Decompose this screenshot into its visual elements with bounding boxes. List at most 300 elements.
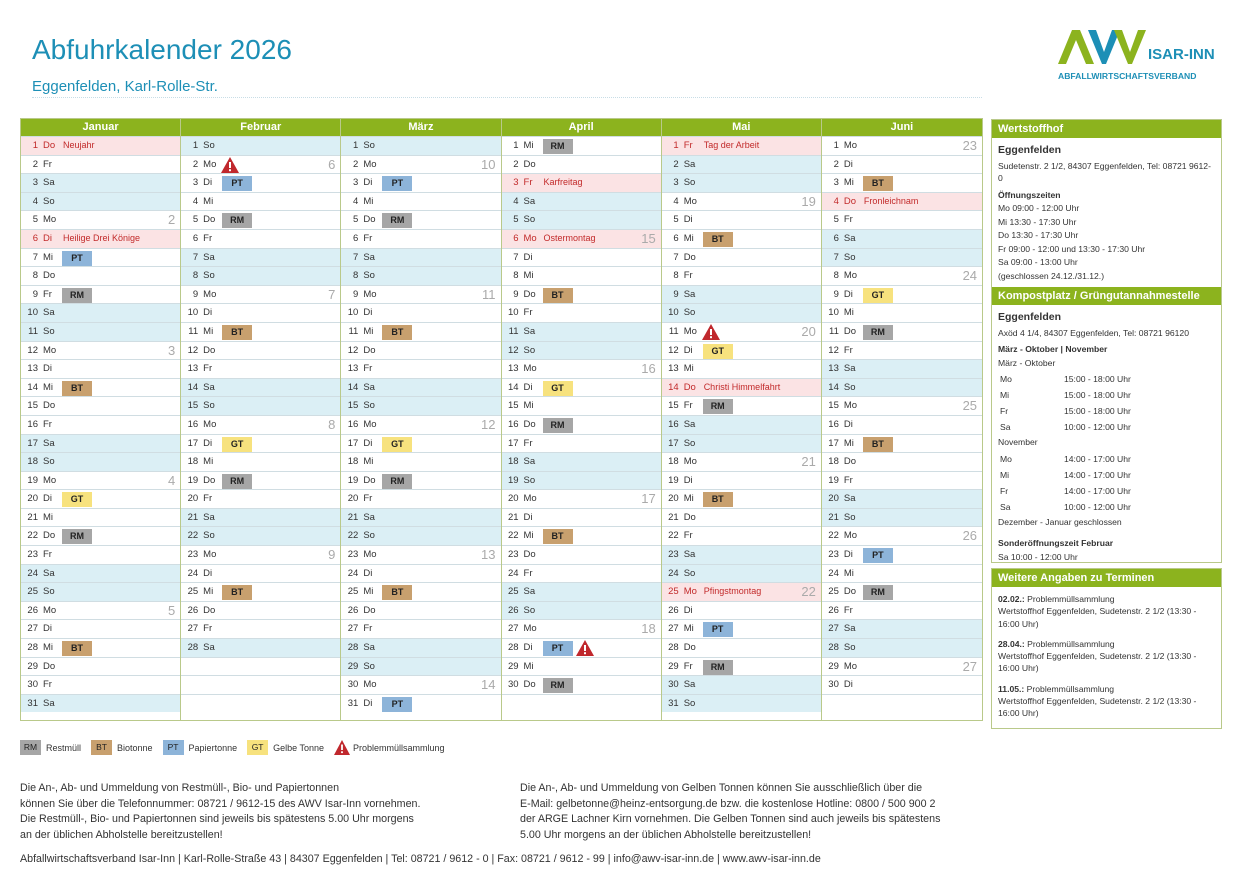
holiday-label: Pfingstmontag — [703, 586, 762, 597]
calendar-day — [21, 619, 180, 638]
day-number: 27 — [347, 623, 359, 635]
weekday: Mo — [843, 530, 858, 542]
calendar-day — [341, 657, 500, 676]
day-number: 17 — [27, 437, 38, 449]
calendar-day — [181, 285, 340, 304]
calendar-day — [502, 378, 661, 397]
warning-icon — [221, 157, 239, 173]
month-header: Januar — [21, 119, 180, 136]
month-header: Juni — [822, 119, 982, 136]
calendar-day — [21, 657, 180, 676]
weekday: So — [363, 400, 375, 412]
day-number: 20 — [828, 493, 839, 505]
kompost-address: Axöd 4 1/4, 84307 Eggenfelden, Tel: 08721 96120 — [998, 327, 1189, 338]
weekday: Mo — [203, 549, 217, 561]
weekday: Mi — [843, 177, 854, 189]
day-number: 15 — [347, 400, 359, 412]
weitere-item: 11.05.: Problemmüllsammlung Wertstoffhof Eggenfelden, Sudetenstr. 2 1/2 (13:30 - 16:00 Uhr) — [998, 683, 1197, 719]
calendar-day — [662, 619, 821, 638]
weekday: Sa — [523, 325, 536, 337]
calendar-day — [341, 229, 500, 248]
empty-day — [822, 694, 982, 713]
day-number: 23 — [347, 549, 359, 561]
calendar-day — [662, 675, 821, 694]
bin-badge: PT — [222, 176, 252, 191]
calendar-day — [662, 285, 821, 304]
weekday: So — [43, 456, 55, 468]
day-number: 31 — [27, 697, 38, 709]
weekday: Fr — [203, 493, 213, 505]
weekday: Sa — [43, 437, 55, 449]
calendar-day — [181, 248, 340, 267]
day-number: 11 — [668, 325, 679, 337]
calendar-day — [341, 396, 500, 415]
day-number: 12 — [828, 344, 839, 356]
weekday: Do — [363, 344, 376, 356]
day-number: 24 — [187, 567, 199, 579]
weekday: Do — [683, 642, 696, 654]
weekday: Do — [523, 288, 536, 300]
day-number: 11 — [348, 325, 359, 337]
weekday: Fr — [683, 270, 693, 282]
day-number: 2 — [353, 158, 359, 170]
day-number: 23 — [27, 549, 38, 561]
day-number: 29 — [347, 660, 359, 672]
weekday: Sa — [683, 549, 696, 561]
week-number: 8 — [328, 416, 336, 432]
weekday: Do — [683, 511, 696, 523]
weekday: Mi — [363, 456, 374, 468]
day-number: 16 — [828, 418, 839, 430]
day-number: 7 — [513, 251, 519, 263]
calendar-day — [21, 341, 180, 360]
weekday: Mi — [523, 530, 534, 542]
day-number: 20 — [27, 493, 38, 505]
calendar-day — [822, 192, 982, 211]
calendar-day — [341, 378, 500, 397]
bin-badge: BT — [382, 325, 412, 340]
calendar-day — [662, 564, 821, 583]
hours-line: Sa 09:00 - 13:00 Uhr — [998, 257, 1078, 267]
calendar-day — [502, 601, 661, 620]
calendar-day — [822, 619, 982, 638]
bin-badge: BT — [543, 529, 573, 544]
day-number: 12 — [668, 344, 679, 356]
calendar-day — [181, 136, 340, 155]
day-number: 8 — [32, 270, 38, 282]
calendar-day — [181, 508, 340, 527]
calendar-day — [341, 471, 500, 490]
day-number: 20 — [347, 493, 359, 505]
calendar-day — [341, 675, 500, 694]
kompost-period1: März - Oktober — [998, 357, 1056, 368]
calendar-day — [21, 471, 180, 490]
holiday-label: Fronleichnam — [863, 195, 919, 206]
day-number: 28 — [187, 642, 199, 654]
calendar-day — [341, 173, 500, 192]
weekday: Di — [203, 307, 213, 319]
kompost-name: Eggenfelden — [998, 311, 1062, 323]
weekday: Di — [43, 623, 52, 635]
calendar-day — [21, 303, 180, 322]
calendar-day — [662, 545, 821, 564]
weekday: Fr — [203, 623, 213, 635]
week-number: 19 — [801, 193, 816, 209]
day-number: 25 — [507, 586, 519, 598]
calendar-day — [502, 322, 661, 341]
calendar-day — [341, 545, 500, 564]
weekday: Sa — [43, 177, 55, 189]
calendar-day — [341, 434, 500, 453]
day-number: 19 — [27, 474, 38, 486]
weekday: Di — [843, 158, 853, 170]
weekday: Fr — [843, 214, 853, 226]
bin-badge: RM — [863, 585, 893, 600]
day-number: 27 — [828, 623, 839, 635]
weekday: Do — [363, 604, 376, 616]
svg-text:ABFALLWIRTSCHAFTSVERBAND: ABFALLWIRTSCHAFTSVERBAND — [1058, 71, 1197, 81]
day-number: 15 — [27, 400, 38, 412]
weekday: Mo — [843, 400, 858, 412]
calendar-day — [181, 192, 340, 211]
page-title: Abfuhrkalender 2026 — [32, 34, 292, 65]
weekday: Do — [43, 530, 56, 542]
weekday: Do — [523, 158, 536, 170]
weekday: So — [523, 344, 536, 356]
holiday-label: Christi Himmelfahrt — [703, 381, 781, 392]
day-number: 19 — [347, 474, 359, 486]
kompost-special: Sa 10:00 - 12:00 Uhr — [998, 551, 1078, 562]
weekday: So — [843, 511, 856, 523]
weekday: Mi — [203, 195, 214, 207]
day-number: 12 — [347, 344, 359, 356]
bin-badge: PT — [863, 548, 893, 563]
day-number: 9 — [192, 288, 199, 300]
calendar-day — [341, 155, 500, 174]
day-number: 21 — [507, 511, 519, 523]
calendar-day — [662, 155, 821, 174]
day-number: 30 — [668, 679, 679, 691]
weekday: Di — [683, 604, 693, 616]
calendar-day — [662, 526, 821, 545]
weekday: So — [683, 567, 696, 579]
calendar-day — [822, 229, 982, 248]
weekday: Di — [843, 549, 853, 561]
weekday: Sa — [523, 456, 536, 468]
week-number: 10 — [481, 156, 496, 172]
weekday: Di — [363, 307, 373, 319]
day-number: 5 — [833, 214, 839, 226]
hours-line: Fr 09:00 - 12:00 und 13:30 - 17:30 Uhr — [998, 243, 1146, 254]
day-number: 23 — [507, 549, 519, 561]
kompost-table-2: Mo 14:00 - 17:00 Uhr Mi 14:00 - 17:00 Uhr Fr 14:00 - 17:00 Uhr Sa 10:00 - 12:00 Uhr — [1000, 453, 1131, 512]
weekday: So — [683, 177, 696, 189]
calendar-day — [662, 582, 821, 601]
calendar-day — [341, 192, 500, 211]
week-number: 7 — [328, 286, 336, 302]
weekday: Fr — [523, 307, 533, 319]
weekday: Fr — [843, 474, 853, 486]
month-column — [822, 119, 982, 720]
day-number: 1 — [513, 140, 519, 151]
weitere-heading: Weitere Angaben zu Terminen — [992, 569, 1221, 587]
empty-day — [181, 675, 340, 694]
weekday: Do — [523, 679, 536, 691]
weekday: So — [683, 307, 696, 319]
weekday: Do — [43, 140, 56, 151]
weekday: Mi — [843, 567, 854, 579]
day-number: 10 — [347, 307, 359, 319]
day-number: 24 — [507, 567, 519, 579]
calendar-day — [341, 285, 500, 304]
calendar-day — [662, 341, 821, 360]
weekday: Fr — [43, 288, 52, 300]
calendar-day — [341, 415, 500, 434]
calendar-day — [822, 303, 982, 322]
weekday: Do — [683, 251, 696, 263]
calendar-day — [341, 248, 500, 267]
calendar-day — [21, 452, 180, 471]
day-number: 10 — [828, 307, 839, 319]
legend-item: RM Restmüll — [20, 740, 81, 755]
day-number: 19 — [828, 474, 839, 486]
wertstoffhof-heading: Wertstoffhof — [992, 120, 1221, 138]
hours-line: Mo 09:00 - 12:00 Uhr — [998, 203, 1080, 213]
wertstoffhof-name: Eggenfelden — [998, 144, 1062, 156]
weekday: Do — [843, 456, 857, 468]
day-number: 14 — [668, 381, 679, 393]
day-number: 2 — [32, 158, 38, 170]
day-number: 6 — [353, 232, 359, 244]
bin-badge: RM — [62, 288, 92, 303]
day-number: 10 — [507, 307, 519, 319]
weekday: Sa — [363, 381, 375, 393]
day-number: 22 — [828, 530, 839, 542]
calendar-day — [662, 192, 821, 211]
hours-line: Mi 13:30 - 17:30 Uhr — [998, 216, 1077, 227]
calendar-day — [181, 489, 340, 508]
calendar-day — [181, 229, 340, 248]
weekday: Di — [683, 344, 693, 356]
day-number: 7 — [32, 251, 38, 263]
legend-item: GT Gelbe Tonne — [247, 740, 324, 755]
bin-badge: RM — [222, 474, 252, 489]
calendar-day — [822, 285, 982, 304]
weekday: Mo — [43, 214, 57, 226]
day-number: 29 — [27, 660, 38, 672]
svg-text:ISAR-INN: ISAR-INN — [1148, 46, 1215, 63]
weekday: So — [523, 604, 536, 616]
weekday: Di — [363, 437, 373, 449]
calendar-day — [822, 657, 982, 676]
weekday: Fr — [523, 437, 533, 449]
day-number: 18 — [507, 456, 519, 468]
calendar-day — [502, 452, 661, 471]
weekday: Sa — [363, 642, 375, 654]
weekday: Fr — [43, 158, 52, 170]
weekday: Mi — [203, 586, 214, 598]
weekday: So — [843, 251, 856, 263]
bin-badge: GT — [222, 437, 252, 452]
calendar-day — [502, 638, 661, 657]
weekday: Di — [683, 214, 693, 226]
calendar-day — [502, 508, 661, 527]
calendar-day — [822, 434, 982, 453]
day-number: 17 — [347, 437, 359, 449]
weekday: Sa — [203, 511, 215, 523]
calendar-day — [341, 638, 500, 657]
calendar-day — [822, 155, 982, 174]
day-number: 14 — [507, 381, 519, 393]
calendar-day — [21, 564, 180, 583]
note-right: Die An-, Ab- und Ummeldung von Gelben Tonnen können Sie ausschließlich über die E-Mail: gelbetonne@heinz-entsorgung.de bzw. die kostenlose Hotline: 0800 / 500 900 2 der ARGE Lachner Kirn vornehmen. Die Gelben Tonnen sind auch jeweils bis spätestens 5.00 Uhr morgens an der üblichen Abholstelle bereitzustellen! — [520, 782, 941, 841]
day-number: 15 — [187, 400, 199, 412]
day-number: 29 — [507, 660, 519, 672]
day-number: 25 — [828, 586, 839, 598]
weekday: Mi — [363, 325, 374, 337]
day-number: 26 — [828, 604, 839, 616]
weekday: Mo — [363, 549, 377, 561]
day-number: 19 — [507, 474, 519, 486]
kompost-table-1: Mo 15:00 - 18:00 Uhr Mi 15:00 - 18:00 Uhr Fr 15:00 - 18:00 Uhr Sa 10:00 - 12:00 Uhr — [1000, 374, 1131, 432]
weekday: Do — [203, 344, 216, 356]
calendar-day — [822, 378, 982, 397]
day-number: 16 — [347, 418, 359, 430]
calendar-day — [181, 210, 340, 229]
bin-badge: PT — [703, 622, 733, 637]
day-number: 24 — [668, 567, 679, 579]
weekday: Do — [523, 418, 536, 430]
calendar-day — [822, 359, 982, 378]
day-number: 2 — [673, 158, 679, 170]
day-number: 22 — [507, 530, 519, 542]
weekday: Mi — [843, 307, 854, 319]
day-number: 8 — [833, 270, 839, 282]
weekday: Mo — [843, 270, 858, 282]
weekday: Fr — [363, 493, 373, 505]
calendar-day — [822, 173, 982, 192]
bin-badge: GT — [863, 288, 893, 303]
bin-badge: GT — [62, 492, 92, 507]
calendar-day — [822, 526, 982, 545]
kompost-closed: Dezember - Januar geschlossen — [998, 516, 1122, 527]
week-number: 21 — [801, 454, 816, 470]
weekday: Sa — [683, 288, 696, 300]
weekday: Di — [843, 288, 853, 300]
calendar-day — [822, 638, 982, 657]
bin-badge: RM — [62, 529, 92, 544]
calendar-day — [502, 266, 661, 285]
day-number: 21 — [187, 511, 199, 523]
weekday: Mo — [523, 493, 537, 505]
day-number: 18 — [187, 456, 199, 468]
calendar-day — [822, 210, 982, 229]
day-number: 20 — [507, 493, 519, 505]
calendar-day — [181, 173, 340, 192]
day-number: 22 — [187, 530, 199, 542]
weekday: Fr — [683, 660, 693, 672]
calendar-day — [502, 210, 661, 229]
weekday: Di — [363, 697, 373, 709]
calendar-day — [822, 582, 982, 601]
calendar-day — [662, 378, 821, 397]
weekday: Di — [203, 177, 213, 189]
month-header: April — [502, 119, 661, 136]
weekday: Di — [523, 511, 533, 523]
weekday: Do — [683, 381, 696, 393]
bin-badge: RM — [382, 213, 412, 228]
bin-badge: BT — [703, 232, 733, 247]
weitere-item: 02.02.: Problemmüllsammlung Wertstoffhof Eggenfelden, Sudetenstr. 2 1/2 (13:30 - 16:00 Uhr) — [998, 594, 1197, 629]
calendar-day — [662, 601, 821, 620]
week-number: 26 — [962, 528, 978, 544]
weekday: Sa — [683, 158, 696, 170]
calendar-day — [822, 415, 982, 434]
day-number: 21 — [27, 511, 38, 523]
day-number: 5 — [513, 214, 519, 226]
weekday: Do — [363, 474, 376, 486]
weekday: Fr — [683, 140, 693, 151]
month-column — [502, 119, 662, 720]
weekday: Mo — [203, 158, 217, 170]
bin-badge: RM — [543, 678, 573, 693]
weekday: Mi — [203, 325, 214, 337]
weekday: Mo — [203, 418, 217, 430]
bin-badge: PT — [543, 641, 573, 656]
month-column — [662, 119, 822, 720]
day-number: 10 — [668, 307, 679, 319]
day-number: 6 — [513, 232, 519, 244]
weekday: Sa — [523, 586, 536, 598]
week-number: 15 — [641, 230, 656, 246]
week-number: 13 — [481, 547, 496, 563]
day-number: 30 — [507, 679, 519, 691]
day-number: 8 — [353, 270, 359, 282]
day-number: 16 — [27, 418, 38, 430]
calendar-day — [21, 508, 180, 527]
weekday: So — [203, 400, 215, 412]
calendar-day — [502, 545, 661, 564]
weekday: Mo — [523, 623, 537, 635]
day-number: 22 — [27, 530, 38, 542]
calendar-day — [502, 396, 661, 415]
weekday: Sa — [363, 251, 375, 263]
bin-badge: BT — [863, 176, 893, 191]
calendar-day — [502, 582, 661, 601]
week-number: 11 — [482, 286, 496, 302]
bin-badge: PT — [62, 251, 92, 266]
weekday: So — [843, 642, 856, 654]
day-number: 1 — [32, 140, 38, 151]
week-number: 4 — [167, 472, 176, 488]
weekday: Do — [843, 195, 857, 207]
week-number: 17 — [641, 491, 656, 507]
weekday: So — [523, 474, 536, 486]
weekday: Di — [363, 177, 373, 189]
calendar-day — [662, 229, 821, 248]
calendar-day — [662, 248, 821, 267]
calendar-day — [502, 564, 661, 583]
calendar-day — [21, 359, 180, 378]
page-subtitle: Eggenfelden, Karl-Rolle-Str. — [32, 78, 218, 95]
weekday: Mi — [523, 140, 534, 151]
calendar-day — [662, 210, 821, 229]
day-number: 30 — [828, 679, 839, 691]
bin-badge: BT — [62, 641, 92, 656]
bin-badge: PT — [382, 697, 412, 712]
weekday: Mo — [683, 586, 697, 598]
day-number: 27 — [187, 623, 199, 635]
